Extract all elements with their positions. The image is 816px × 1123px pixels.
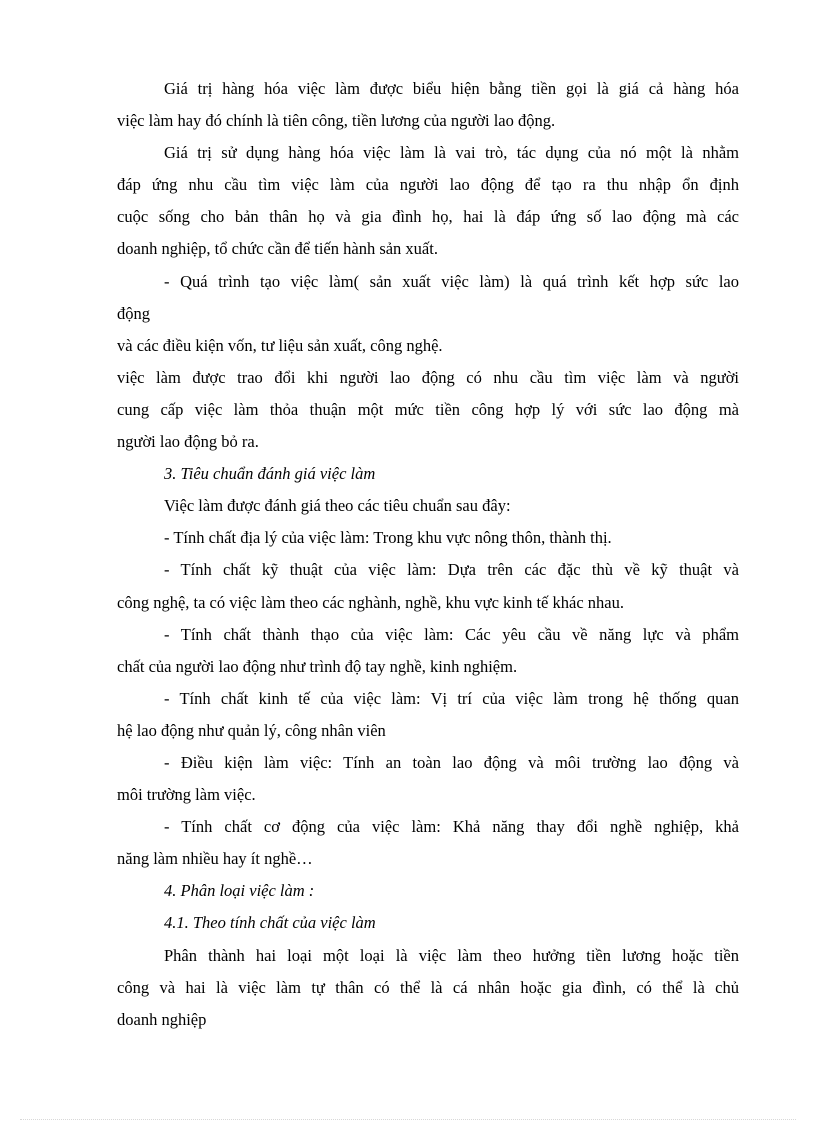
paragraph-line: doanh nghiệp, tổ chức cần để tiến hành sản xuất. <box>117 239 438 259</box>
paragraph-line: việc làm hay đó chính là tiên công, tiền lương của người lao động. <box>117 111 556 131</box>
paragraph-line: Phân thành hai loại một loại là việc làm theo hưởng tiền lương hoặc tiền <box>164 945 739 965</box>
paragraph-line: môi trường làm việc. <box>117 785 256 805</box>
paragraph-line: hệ lao động như quản lý, công nhân viên <box>117 720 386 740</box>
list-item: - Tính chất thành thạo của việc làm: Các yêu cầu về năng lực và phẩm <box>164 624 739 644</box>
paragraph-line: người lao động bỏ ra. <box>117 432 259 452</box>
paragraph-line: Giá trị sử dụng hàng hóa việc làm là vai trò, tác dụng của nó một là nhằm <box>164 143 739 163</box>
paragraph-line: công nghệ, ta có việc làm theo các nghành, nghề, khu vực kinh tế khác nhau. <box>117 592 624 612</box>
paragraph-line: công và hai là việc làm tự thân có thể là cá nhân hoặc gia đình, có thể là chủ <box>117 977 739 997</box>
list-item: - Tính chất kinh tế của việc làm: Vị trí của việc làm trong hệ thống quan <box>164 688 739 708</box>
paragraph-line: cung cấp việc làm thỏa thuận một mức tiền công hợp lý với sức lao động mà <box>117 399 739 419</box>
list-item: - Điều kiện làm việc: Tính an toàn lao động và môi trường lao động và <box>164 752 739 772</box>
paragraph-line: năng làm nhiều hay ít nghề… <box>117 849 313 869</box>
page-divider <box>20 1119 796 1120</box>
section-heading: 4. Phân loại việc làm : <box>164 881 315 901</box>
paragraph-line: và các điều kiện vốn, tư liệu sản xuất, công nghệ. <box>117 335 443 355</box>
list-item: - Tính chất cơ động của việc làm: Khả năng thay đổi nghề nghiệp, khả <box>164 817 739 837</box>
list-item: - Tính chất kỹ thuật của việc làm: Dựa trên các đặc thù về kỹ thuật và <box>164 560 739 580</box>
paragraph-line: chất của người lao động như trình độ tay nghề, kinh nghiệm. <box>117 656 518 676</box>
paragraph-line: doanh nghiệp <box>117 1009 207 1029</box>
paragraph-line: Việc làm được đánh giá theo các tiêu chuẩn sau đây: <box>164 496 511 516</box>
paragraph-line: - Quá trình tạo việc làm( sản xuất việc làm) là quá trình kết hợp sức lao <box>164 271 739 291</box>
paragraph-line: động <box>117 303 150 323</box>
subsection-heading: 4.1. Theo tính chất của việc làm <box>164 913 376 933</box>
paragraph-line: cuộc sống cho bản thân họ và gia đình họ, hai là đáp ứng số lao động mà các <box>117 207 739 227</box>
document-page <box>117 73 739 1036</box>
section-heading: 3. Tiêu chuẩn đánh giá việc làm <box>164 464 376 484</box>
paragraph-line: việc làm được trao đổi khi người lao động có nhu cầu tìm việc làm và người <box>117 367 739 387</box>
paragraph-line: Giá trị hàng hóa việc làm được biểu hiện bằng tiền gọi là giá cả hàng hóa <box>164 79 739 98</box>
list-item: - Tính chất địa lý của việc làm: Trong khu vực nông thôn, thành thị. <box>164 528 612 548</box>
paragraph-line: đáp ứng nhu cầu tìm việc làm của người lao động để tạo ra thu nhập ổn định <box>117 175 739 195</box>
